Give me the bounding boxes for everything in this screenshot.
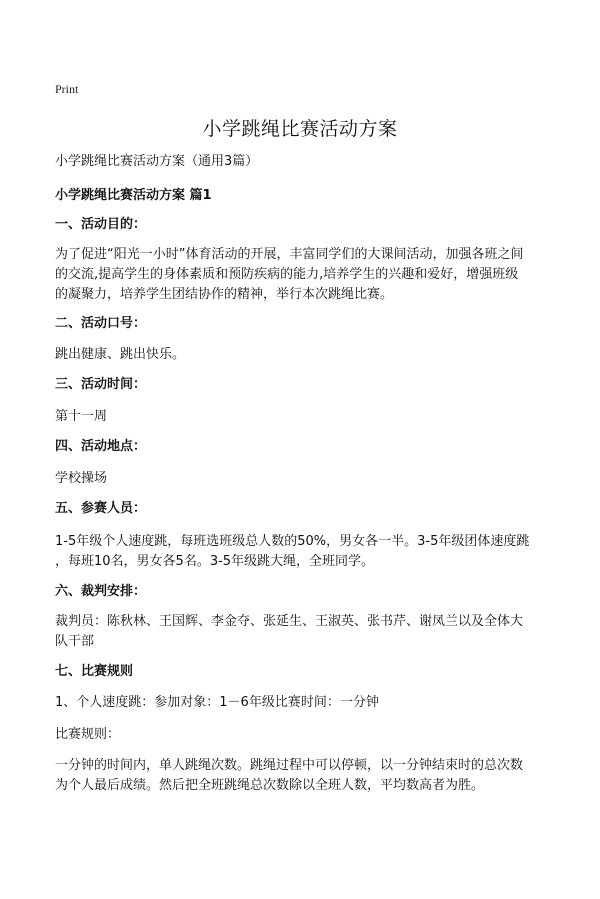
document-title: 小学跳绳比赛活动方案 <box>202 118 398 140</box>
paragraph-line: 队干部 <box>55 634 95 649</box>
paragraph-line: 为个人最后成绩。然后把全班跳绳总次数除以全班人数，平均数高者为胜。 <box>55 778 485 793</box>
paragraph-line: 为了促进“阳光一小时”体育活动的开展，丰富同学们的大课间活动，加强各班之间 <box>55 247 524 262</box>
section-rules-heading: 七、比赛规则 <box>55 664 134 679</box>
rules-label: 比赛规则： <box>55 727 121 742</box>
section-judges-heading: 六、裁判安排： <box>55 584 147 599</box>
paragraph-line: 裁判员：陈秋林、王国辉、李金夺、张延生、王淑英、张书芹、谢凤兰以及全体大 <box>55 614 524 629</box>
rules-item-1: 1、个人速度跳：参加对象：1－6年级比赛时间：一分钟 <box>55 695 379 710</box>
section-time-text: 第十一周 <box>55 409 108 424</box>
document-subtitle: 小学跳绳比赛活动方案（通用3篇） <box>55 154 259 169</box>
section-rules-body <box>55 756 547 796</box>
paragraph-line: 一分钟的时间内，单人跳绳次数。跳绳过程中可以停顿，以一分钟结束时的总次数 <box>55 758 524 773</box>
part-heading: 小学跳绳比赛活动方案 篇1 <box>55 188 212 203</box>
section-slogan-text: 跳出健康、跳出快乐。 <box>55 347 186 362</box>
paragraph-line: 的凝聚力，培养学生团结协作的精神，举行本次跳绳比赛。 <box>55 287 394 302</box>
section-slogan-heading: 二、活动口号： <box>55 316 147 331</box>
paragraph-line: 1-5年级个人速度跳，每班选班级总人数的50%，男女各一半。3-5年级团体速度跳 <box>55 534 530 549</box>
section-purpose-heading: 一、活动目的： <box>55 217 147 232</box>
section-time-heading: 三、活动时间： <box>55 377 147 392</box>
section-participants-heading: 五、参赛人员： <box>55 501 147 516</box>
section-purpose-body <box>55 245 547 305</box>
paragraph-line: ，每班10名，男女各5名。3-5年级跳大绳，全班同学。 <box>55 554 375 569</box>
section-participants-body <box>55 532 547 572</box>
section-location-heading: 四、活动地点： <box>55 439 147 454</box>
section-location-text: 学校操场 <box>55 471 108 486</box>
section-judges-body <box>55 612 547 652</box>
paragraph-line: 的交流,提高学生的身体素质和预防疾病的能力,培养学生的兴趣和爱好，增强班级 <box>55 267 519 282</box>
print-label[interactable]: Print <box>55 82 79 96</box>
